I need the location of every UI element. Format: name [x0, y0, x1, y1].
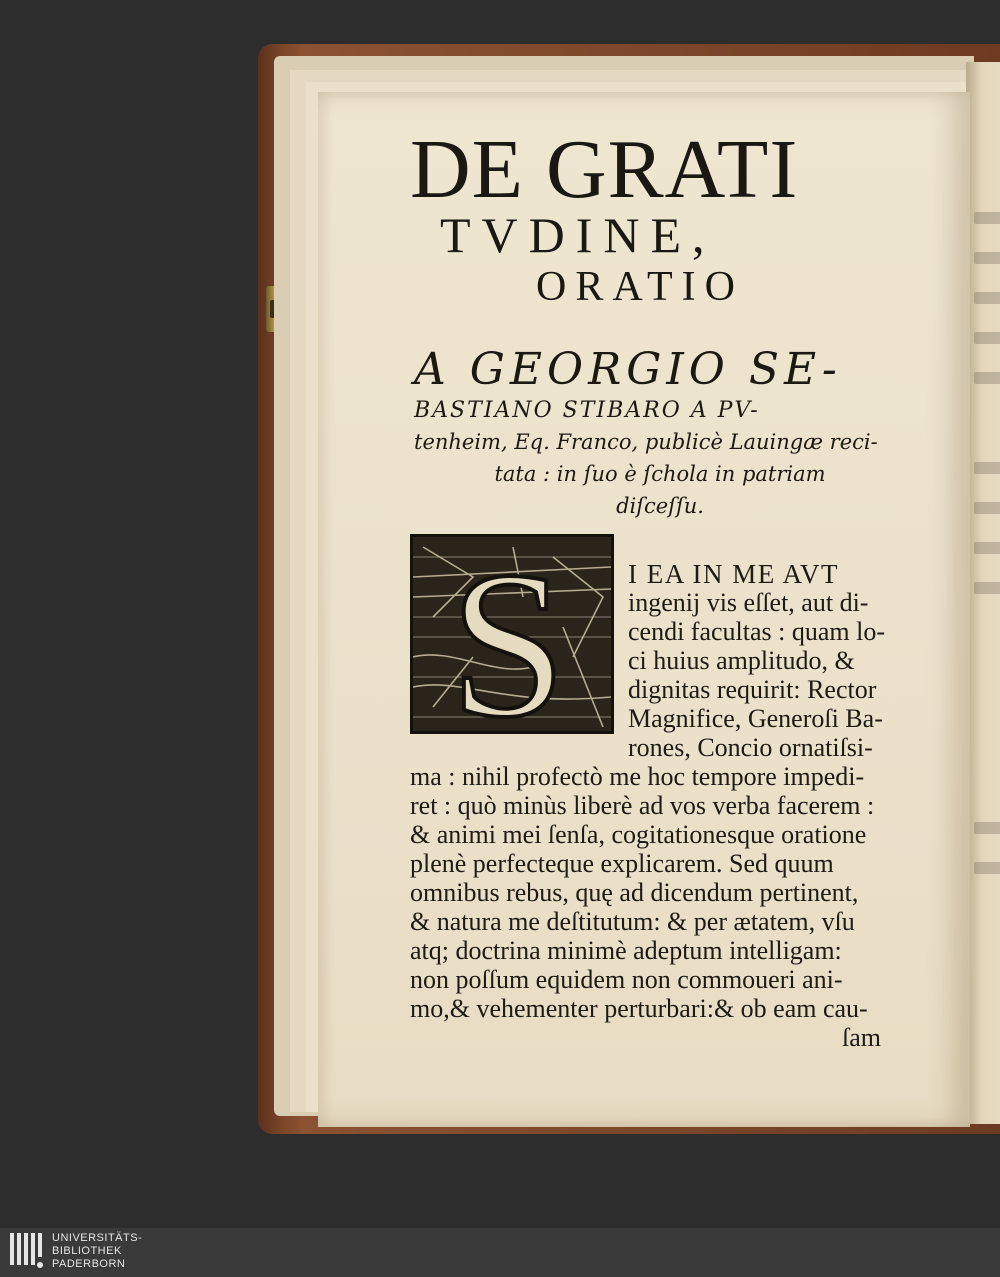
body-line: I EA IN ME AVT	[628, 559, 840, 589]
author-line-2: BASTIANO STIBARO A PV-	[414, 398, 760, 423]
library-name-line-1: UNIVERSITÄTS-	[52, 1232, 143, 1244]
author-line-5: diſceſſu.	[616, 494, 704, 518]
body-line: mo,& vehementer perturbari:& ob eam cau-	[410, 994, 868, 1023]
body-line: dignitas requirit: Rector	[628, 675, 877, 704]
library-footer	[0, 1228, 1000, 1277]
body-line: ci huius amplitudo, &	[628, 646, 855, 675]
initial-letter: S	[449, 537, 567, 731]
title-line-1: DE GRATI	[410, 123, 799, 216]
body-line: ma : nihil profectò me hoc tempore impedi-	[410, 762, 865, 791]
author-line-4: tata : in ſuo è ſchola in patriam	[494, 462, 826, 486]
body-line: Magnifice, Generoſi Ba-	[628, 704, 883, 733]
body-line: atq; doctrina minimè adeptum intelligam:	[410, 936, 842, 965]
woodcut-initial	[410, 534, 614, 734]
body-line: cendi facultas : quam lo-	[628, 617, 886, 646]
body-line: & natura me deſtitutum: & per ætatem, vſu	[410, 907, 855, 936]
body-line: ret : quò minùs liberè ad vos verba facerem :	[410, 791, 875, 820]
library-logo-icon	[8, 1231, 46, 1273]
title-line-3: ORATIO	[536, 264, 744, 310]
library-name-line-3: PADERBORN	[52, 1258, 126, 1270]
woodcut-illustration	[413, 537, 611, 731]
body-line: omnibus rebus, quę ad dicendum pertinent,	[410, 878, 859, 907]
body-line: rones, Concio ornatiſsi-	[628, 733, 873, 762]
facing-page-edge	[966, 62, 1000, 1124]
author-line-3: tenheim, Eq. Franco, publicè Lauingæ reci-	[414, 430, 878, 454]
catchword: ſam	[842, 1023, 881, 1052]
body-line: & animi mei ſenſa, cogitationesque oratione	[410, 820, 867, 849]
body-line: non poſſum equidem non commoueri ani-	[410, 965, 843, 994]
title-line-2: TVDINE,	[440, 207, 716, 263]
body-line: plenè perfecteque explicarem. Sed quum	[410, 849, 834, 878]
library-name	[52, 1232, 142, 1271]
body-line: ingenij vis eſſet, aut di-	[628, 588, 869, 617]
author-line-1: A GEORGIO SE-	[414, 344, 842, 395]
library-name-line-2: BIBLIOTHEK	[52, 1245, 122, 1257]
